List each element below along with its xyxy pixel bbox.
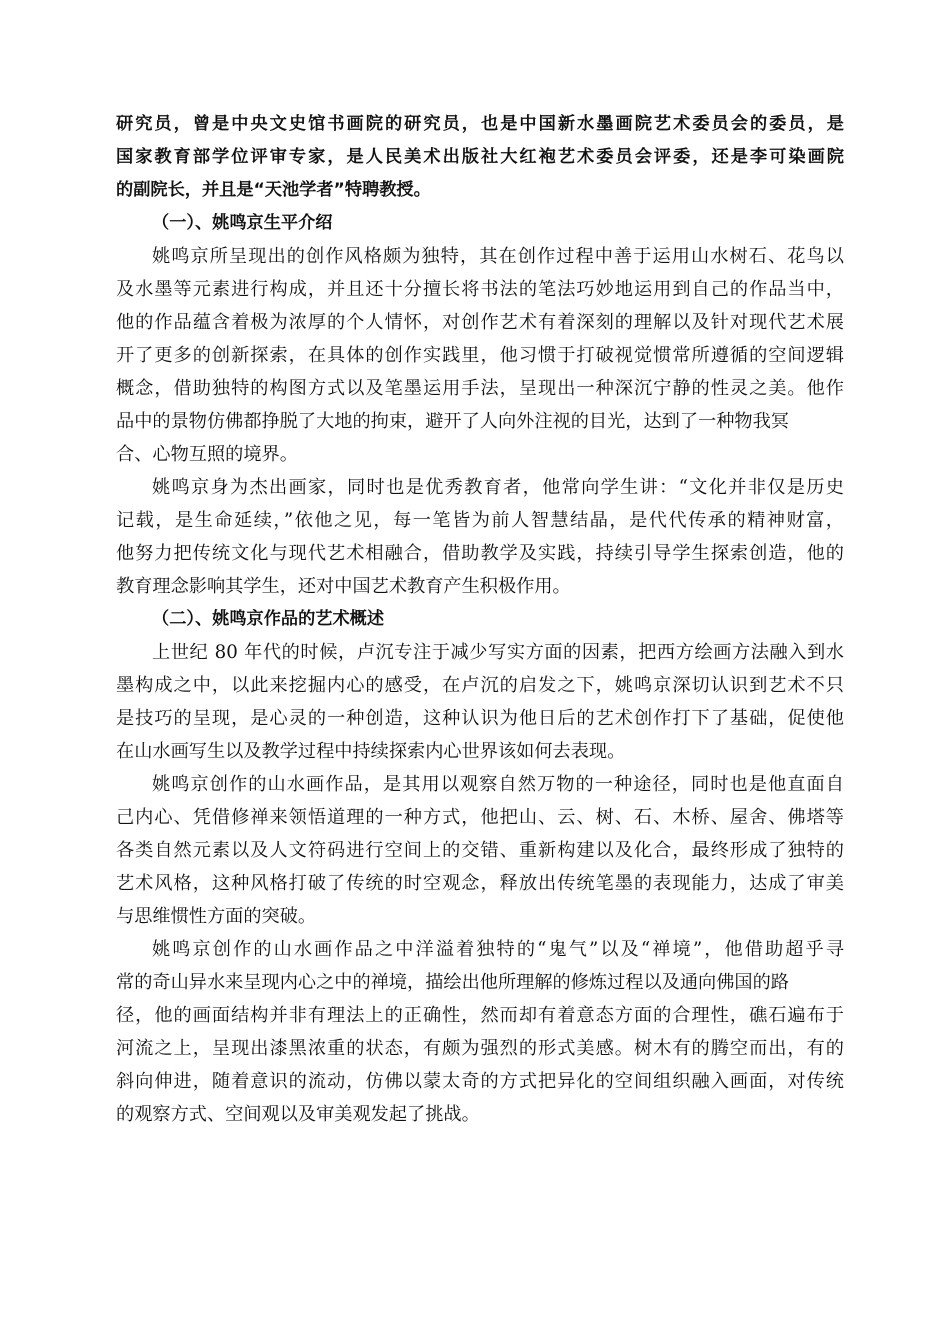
section-heading-2: （二）、姚鸣京作品的艺术概述 [152,609,385,629]
text-line: 记载，是生命延续，”依他之见，每一笔皆为前人智慧结晶，是代代传承的精神财富， [116,510,844,531]
text-line: 品中的景物仿佛都挣脱了大地的拘束，避开了人向外注视的目光，达到了一种物我冥 [116,411,789,432]
text-line: 的副院长，并且是“天池学者”特聘教授。 [116,180,431,200]
text-line: 墨构成之中，以此来挖掘内心的感受，在卢沉的启发之下，姚鸣京深切认识到艺术不只 [116,675,844,696]
section2-paragraph-3 [116,933,844,1131]
text-line: 姚鸣京所呈现出的创作风格颇为独特，其在创作过程中善于运用山水树石、花鸟以 [152,246,844,267]
section2-paragraph-2 [116,768,844,933]
intro-paragraph [116,108,844,207]
text-line: 及水墨等元素进行构成，并且还十分擅长将书法的笔法巧妙地运用到自己的作品当中， [116,279,844,300]
section2-paragraph-1 [116,636,844,768]
text-line: 己内心、凭借修禅来领悟道理的一种方式，他把山、云、树、石、木桥、屋舍、佛塔等 [116,807,844,828]
text-line: 姚鸣京创作的山水画作品，是其用以观察自然万物的一种途径，同时也是他直面自 [152,774,844,795]
text-line: 与思维惯性方面的突破。 [116,906,317,927]
text-line: 径，他的画面结构并非有理法上的正确性，然而却有着意态方面的合理性，礁石遍布于 [116,1005,844,1026]
text-line: 艺术风格，这种风格打破了传统的时空观念，释放出传统笔墨的表现能力，达成了审美 [116,873,844,894]
text-line: 开了更多的创新探索，在具体的创作实践里，他习惯于打破视觉惯常所遵循的空间逻辑 [116,345,844,366]
text-line: 常的奇山异水来呈现内心之中的禅境，描绘出他所理解的修炼过程以及通向佛国的路 [116,972,789,993]
document-page [116,108,844,1131]
text-line: 上世纪 80 年代的时候，卢沉专注于减少写实方面的因素，把西方绘画方法融入到水 [152,642,844,663]
text-line: 他努力把传统文化与现代艺术相融合，借助教学及实践，持续引导学生探索创造，他的 [116,543,844,564]
text-line: 各类自然元素以及人文符码进行空间上的交错、重新构建以及化合，最终形成了独特的 [116,840,844,861]
text-line: 姚鸣京创作的山水画作品之中洋溢着独特的“鬼气”以及“禅境”，他借助超乎寻 [152,939,844,960]
text-line: 是技巧的呈现，是心灵的一种创造，这种认识为他日后的艺术创作打下了基础，促使他 [116,708,844,729]
section1-paragraph-2 [116,471,844,603]
text-line: 在山水画写生以及教学过程中持续探索内心世界该如何去表现。 [116,741,626,762]
text-line: 合、心物互照的境界。 [116,444,298,465]
text-line: 研究员，曾是中央文史馆书画院的研究员，也是中国新水墨画院艺术委员会的委员，是 [116,114,844,134]
text-line: 教育理念影响其学生，还对中国艺术教育产生积极作用。 [116,576,571,597]
section-heading-1: （一）、姚鸣京生平介绍 [152,213,333,233]
text-line: 他的作品蕴含着极为浓厚的个人情怀，对创作艺术有着深刻的理解以及针对现代艺术展 [116,312,844,333]
text-line: 的观察方式、空间观以及审美观发起了挑战。 [116,1104,480,1125]
text-line: 概念，借助独特的构图方式以及笔墨运用手法，呈现出一种深沉宁静的性灵之美。他作 [116,378,844,399]
text-line: 姚鸣京身为杰出画家，同时也是优秀教育者，他常向学生讲：“文化并非仅是历史 [152,477,844,498]
text-line: 斜向伸进，随着意识的流动，仿佛以蒙太奇的方式把异化的空间组织融入画面，对传统 [116,1071,844,1092]
section1-paragraph-1 [116,240,844,471]
text-line: 国家教育部学位评审专家，是人民美术出版社大红袍艺术委员会评委，还是李可染画院 [116,147,844,167]
text-line: 河流之上，呈现出漆黑浓重的状态，有颇为强烈的形式美感。树木有的腾空而出，有的 [116,1038,844,1059]
